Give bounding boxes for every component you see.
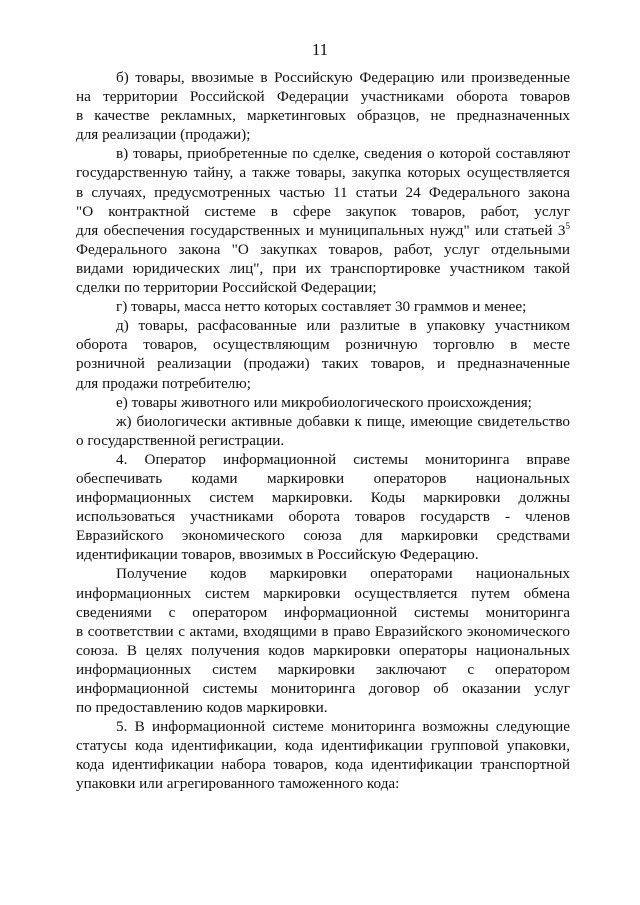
paragraph-d — [76, 316, 570, 392]
text-line: в качестве рекламных, маркетинговых образцов, не предназначенных — [76, 107, 570, 125]
text-line: в случаях, предусмотренных частью 11 статьи 24 Федерального закона — [76, 183, 570, 201]
text-line: видами юридических лиц", при их транспортировке участником такой — [76, 259, 570, 277]
paragraph-receiving-codes — [76, 564, 570, 717]
text-line: сделки по территории Российской Федерации; — [76, 279, 377, 297]
text-line: информационной системы мониторинга договор об оказании услуг — [76, 680, 570, 697]
text-line: использоваться участниками оборота товаров государств - членов — [76, 508, 570, 526]
text-line: д) товары, расфасованные или разлитые в упаковку участником — [116, 317, 570, 335]
text-line: идентификации товаров, ввозимых в Российскую Федерацию. — [76, 546, 479, 564]
text-line: в) товары, приобретенные по сделке, сведения о которой составляют — [116, 145, 570, 163]
text-line: государственную тайну, а также товары, закупка которых осуществляется — [76, 164, 570, 182]
text-line: информационных систем маркировки. Коды маркировки должны — [76, 489, 570, 507]
text-line: б) товары, ввозимые в Российскую Федерацию или произведенные — [116, 69, 570, 86]
text-line: для продажи потребителю; — [76, 374, 251, 392]
text-line: Евразийского экономического союза для маркировки средствами — [76, 527, 570, 545]
document-body — [76, 68, 570, 794]
text-line: в соответствии с актами, входящими в право Евразийского экономического — [76, 622, 570, 640]
paragraph-b — [76, 68, 570, 144]
text-line: упаковки или агрегированного таможенного кода: — [76, 775, 400, 793]
paragraph-5 — [76, 717, 570, 793]
text-line: о государственной регистрации. — [76, 431, 285, 449]
paragraph-g — [76, 297, 570, 316]
text-line: "О контрактной системе в сфере закупок товаров, работ, услуг — [76, 202, 570, 220]
text-line: розничной реализации (продажи) таких товаров, и предназначенные — [76, 355, 570, 373]
paragraph-e — [76, 393, 570, 412]
paragraph-zh — [76, 412, 570, 450]
text-line: Федерального закона "О закупках товаров, работ, услуг отдельными — [76, 240, 570, 258]
page-number: 11 — [311, 40, 329, 59]
text-line: для обеспечения государственных и муниципальных нужд" или статьей $3^5$ — [76, 220, 570, 239]
superscript-article-number: 5 — [565, 220, 570, 231]
text-line: для реализации (продажи); — [76, 126, 251, 144]
text-line: статусы кода идентификации, кода идентификации групповой упаковки, — [76, 737, 570, 755]
paragraph-v — [76, 144, 570, 297]
text-line: Получение кодов маркировки операторами национальных — [116, 565, 570, 583]
text-line: г) товары, масса нетто которых составляет 30 граммов и менее; — [116, 298, 527, 316]
text-line: сведениями с оператором информационной системы мониторинга — [76, 603, 570, 621]
text-line: союза. В целях получения кодов маркировки операторы национальных — [76, 641, 570, 659]
text-line: на территории Российской Федерации участниками оборота товаров — [76, 88, 570, 106]
text-line: кода идентификации набора товаров, кода идентификации транспортной — [76, 756, 570, 774]
text-line: информационных систем маркировки осуществляется путем обмена — [76, 584, 570, 602]
text-line: ж) биологически активные добавки к пище, имеющие свидетельство — [116, 412, 570, 430]
text-line: информационных систем маркировки заключают с оператором — [76, 660, 570, 678]
text-line: обеспечивать кодами маркировки операторов национальных — [76, 469, 570, 487]
text-line: по предоставлению кодов маркировки. — [76, 699, 328, 717]
text-line: 5. В информационной системе мониторинга возможны следующие — [116, 718, 570, 736]
text-line: е) товары животного или микробиологического происхождения; — [116, 393, 532, 411]
text-line: оборота товаров, осуществляющим розничную торговлю в месте — [76, 336, 570, 354]
paragraph-4 — [76, 450, 570, 565]
text-line: 4. Оператор информационной системы мониторинга вправе — [116, 450, 570, 468]
